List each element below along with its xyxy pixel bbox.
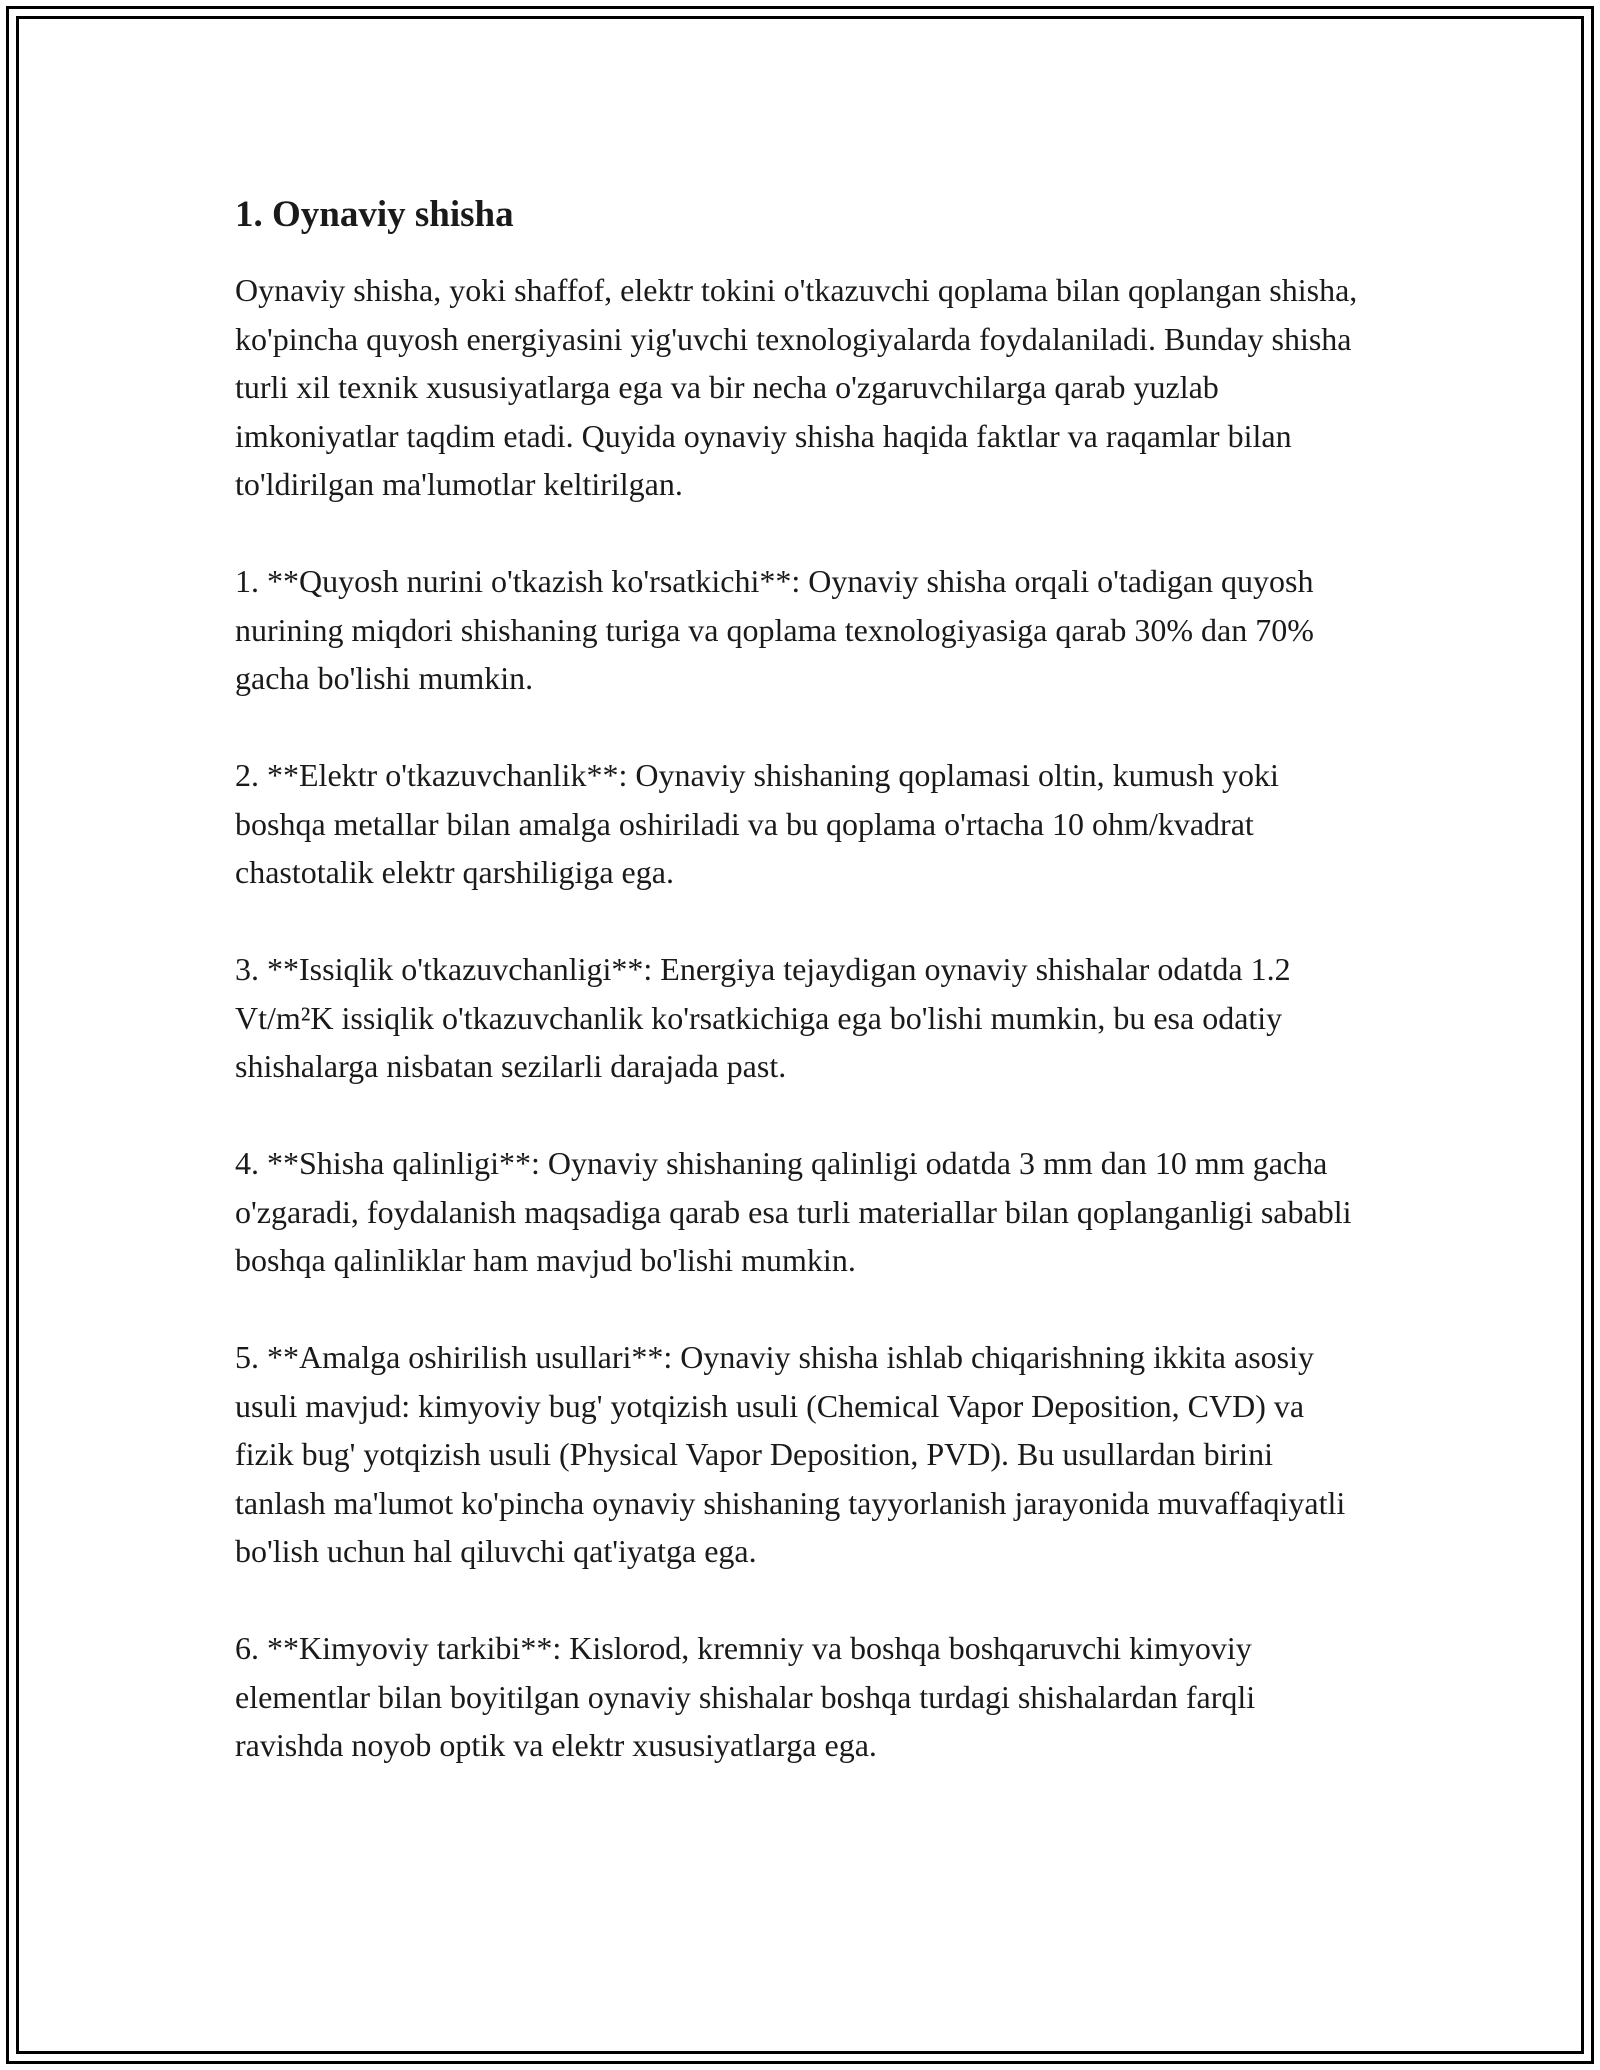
list-item-1: 1. **Quyosh nurini o'tkazish ko'rsatkichi**: Oynaviy shisha orqali o'tadigan quyosh nurining miqdori shishaning turiga va qoplama texnologiyasiga qarab 30% dan 70% gacha bo'lishi mumkin. <box>235 563 1314 696</box>
document-body <box>235 190 1370 1818</box>
list-item-4: 4. **Shisha qalinligi**: Oynaviy shishaning qalinligi odatda 3 mm dan 10 mm gacha o'zgaradi, foydalanish maqsadiga qarab esa turli materiallar bilan qoplanganligi sababli boshqa qalinliklar ham mavjud bo'lishi mumkin. <box>235 1145 1352 1278</box>
list-item-3: 3. **Issiqlik o'tkazuvchanligi**: Energiya tejaydigan oynaviy shishalar odatda 1.2 Vt/m²K issiqlik o'tkazuvchanlik ko'rsatkichiga ega bo'lishi mumkin, bu esa odatiy shishalarga nisbatan sezilarli darajada past. <box>235 951 1291 1084</box>
document-title: 1. Oynaviy shisha <box>235 194 514 235</box>
intro-paragraph: Oynaviy shisha, yoki shaffof, elektr tokini o'tkazuvchi qoplama bilan qoplangan shisha, ko'pincha quyosh energiyasini yig'uvchi texnologiyalarda foydalaniladi. Bunday shisha turli xil texnik xususiyatlarga ega va bir necha o'zgaruvchilarga qarab yuzlab imkoniyatlar taqdim etadi. Quyida oynaviy shisha haqida faktlar va raqamlar bilan to'ldirilgan ma'lumotlar keltirilgan. <box>235 272 1358 502</box>
list-item-5: 5. **Amalga oshirilish usullari**: Oynaviy shisha ishlab chiqarishning ikkita asosiy usuli mavjud: kimyoviy bug' yotqizish usuli (Chemical Vapor Deposition, CVD) va fizik bug' yotqizish usuli (Physical Vapor Deposition, PVD). Bu usullardan birini tanlash ma'lumot ko'pincha oynaviy shishaning tayyorlanish jarayonida muvaffaqiyatli bo'lish uchun hal qiluvchi qat'iyatga ega. <box>235 1339 1346 1569</box>
list-item-6: 6. **Kimyoviy tarkibi**: Kislorod, kremniy va boshqa boshqaruvchi kimyoviy elementlar bilan boyitilgan oynaviy shishalar boshqa turdagi shishalardan farqli ravishda noyob optik va elektr xususiyatlarga ega. <box>235 1630 1256 1763</box>
list-item-2: 2. **Elektr o'tkazuvchanlik**: Oynaviy shishaning qoplamasi oltin, kumush yoki boshqa metallar bilan amalga oshiriladi va bu qoplama o'rtacha 10 ohm/kvadrat chastotalik elektr qarshiligiga ega. <box>235 757 1279 890</box>
